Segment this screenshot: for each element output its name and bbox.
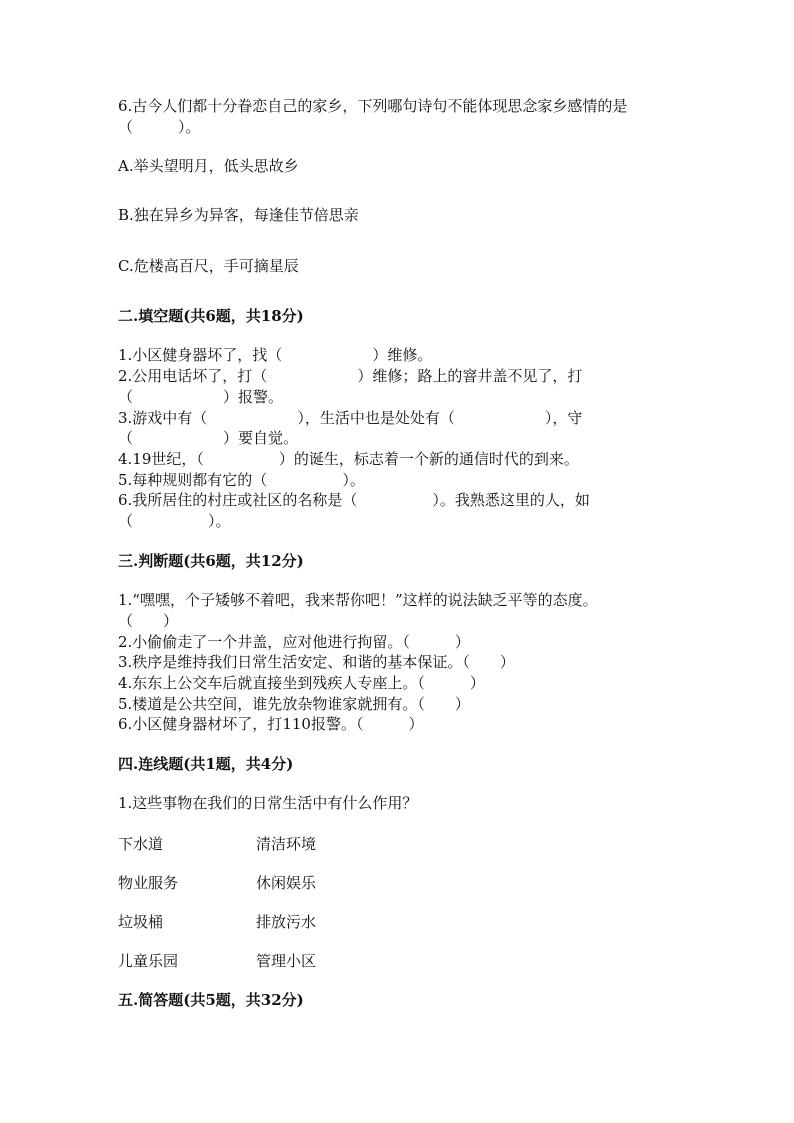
section-3-line-3: 2.小偷偷走了一个井盖，应对他进行拘留。（ ） xyxy=(118,633,470,651)
section-3-line-5: 4.东东上公交车后就直接坐到残疾人专座上。（ ） xyxy=(118,674,485,692)
section-2-line-9: （ ）。 xyxy=(118,512,231,530)
section-2-line-1: 1.小区健身器坏了，找（ ）维修。 xyxy=(118,346,433,364)
question-6-option-b: B.独在异乡为异客，每逢佳节倍思亲 xyxy=(118,206,359,224)
question-6-stem: 6.古今人们都十分眷恋自己的家乡，下列哪句诗句不能体现思念家乡感情的是 xyxy=(118,97,628,115)
question-6-blank: （ ）。 xyxy=(118,118,201,136)
match-left-item: 下水道 xyxy=(118,835,164,853)
section-3-line-2: （ ） xyxy=(118,612,179,630)
section-5-title: 五.简答题(共5题，共32分) xyxy=(118,991,304,1009)
match-right-item: 清洁环境 xyxy=(256,835,317,853)
section-4-question: 1.这些事物在我们的日常生活中有什么作用？ xyxy=(118,794,418,812)
section-3-line-1: 1.“嘿嘿，个子矮够不着吧，我来帮你吧！”这样的说法缺乏平等的态度。 xyxy=(118,591,598,609)
match-left-item: 儿童乐园 xyxy=(118,952,179,970)
question-6-option-c: C.危楼高百尺，手可摘星辰 xyxy=(118,257,299,275)
section-2-line-2: 2.公用电话坏了，打（ ）维修；路上的窨井盖不见了，打 xyxy=(118,367,583,385)
question-6-option-a: A.举头望明月，低头思故乡 xyxy=(118,157,299,175)
section-2-line-6: 4.19世纪，（ ）的诞生，标志着一个新的通信时代的到来。 xyxy=(118,450,579,468)
section-2-line-5: （ ）要自觉。 xyxy=(118,429,299,447)
section-3-line-4: 3.秩序是维持我们日常生活安定、和谐的基本保证。（ ） xyxy=(118,653,515,671)
match-left-item: 垃圾桶 xyxy=(118,913,164,931)
section-3-line-6: 5.楼道是公共空间，谁先放杂物谁家就拥有。（ ） xyxy=(118,695,470,713)
section-3-line-7: 6.小区健身器材坏了，打110报警。（ ） xyxy=(118,715,424,733)
section-2-title: 二.填空题(共6题，共18分) xyxy=(118,307,304,325)
match-right-item: 休闲娱乐 xyxy=(256,874,317,892)
section-2-line-7: 5.每种规则都有它的（ ）。 xyxy=(118,471,365,489)
match-right-item: 排放污水 xyxy=(256,913,317,931)
match-right-item: 管理小区 xyxy=(256,952,317,970)
section-2-line-8: 6.我所居住的村庄或社区的名称是（ ）。我熟悉这里的人，如 xyxy=(118,491,590,509)
section-2-line-3: （ ）报警。 xyxy=(118,388,284,406)
match-left-item: 物业服务 xyxy=(118,874,179,892)
section-4-title: 四.连线题(共1题，共4分) xyxy=(118,755,294,773)
section-3-title: 三.判断题(共6题，共12分) xyxy=(118,552,304,570)
section-2-line-4: 3.游戏中有（ ），生活中也是处处有（ ），守 xyxy=(118,409,583,427)
